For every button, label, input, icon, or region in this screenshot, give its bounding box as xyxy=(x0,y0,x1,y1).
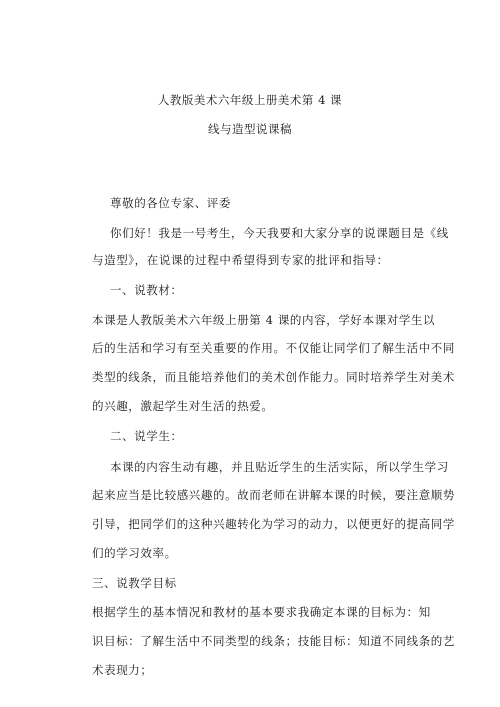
paragraph-line: 根据学生的基本情况和教材的基本要求我确定本课的目标为：知 xyxy=(92,605,431,619)
paragraph-line: 识目标：了解生活中不同类型的线条；技能目标：知道不同线条的艺 xyxy=(92,634,455,648)
section-heading-textbook: 一、说教材： xyxy=(110,283,183,297)
section-heading-students: 二、说学生： xyxy=(110,429,183,443)
greeting-line: 尊敬的各位专家、评委 xyxy=(110,196,231,210)
document-title: 人教版美术六年级上册美术第 4 课 xyxy=(157,93,343,107)
paragraph-line: 类型的线条，而且能培养他们的美术创作能力。同时培养学生对美术 xyxy=(92,370,455,384)
paragraph-line: 术表现力； xyxy=(92,663,153,677)
paragraph-line: 本课的内容生动有趣，并且贴近学生的生活实际，所以学生学习 xyxy=(110,460,449,474)
paragraph-line: 后的生活和学习有至关重要的作用。不仅能让同学们了解生活中不同 xyxy=(92,341,455,355)
intro-line: 与造型》，在说课的过程中希望得到专家的批评和指导： xyxy=(92,253,389,267)
paragraph-line: 本课是人教版美术六年级上册第 4 课的内容，学好本课对学生以 xyxy=(92,313,436,327)
paragraph-line: 的兴趣，激起学生对生活的热爱。 xyxy=(92,399,274,413)
paragraph-line: 起来应当是比较感兴趣的。故而老师在讲解本课的时候，要注意顺势 xyxy=(92,488,455,502)
intro-line: 你们好！我是一号考生，今天我要和大家分享的说课题目是《线 xyxy=(110,226,449,240)
paragraph-line: 们的学习效率。 xyxy=(92,546,177,560)
document-subtitle: 线与造型说课稿 xyxy=(208,122,292,136)
paragraph-line: 引导，把同学们的这种兴趣转化为学习的动力，以便更好的提高同学 xyxy=(92,517,455,531)
section-heading-objectives: 三、说教学目标 xyxy=(92,576,177,590)
